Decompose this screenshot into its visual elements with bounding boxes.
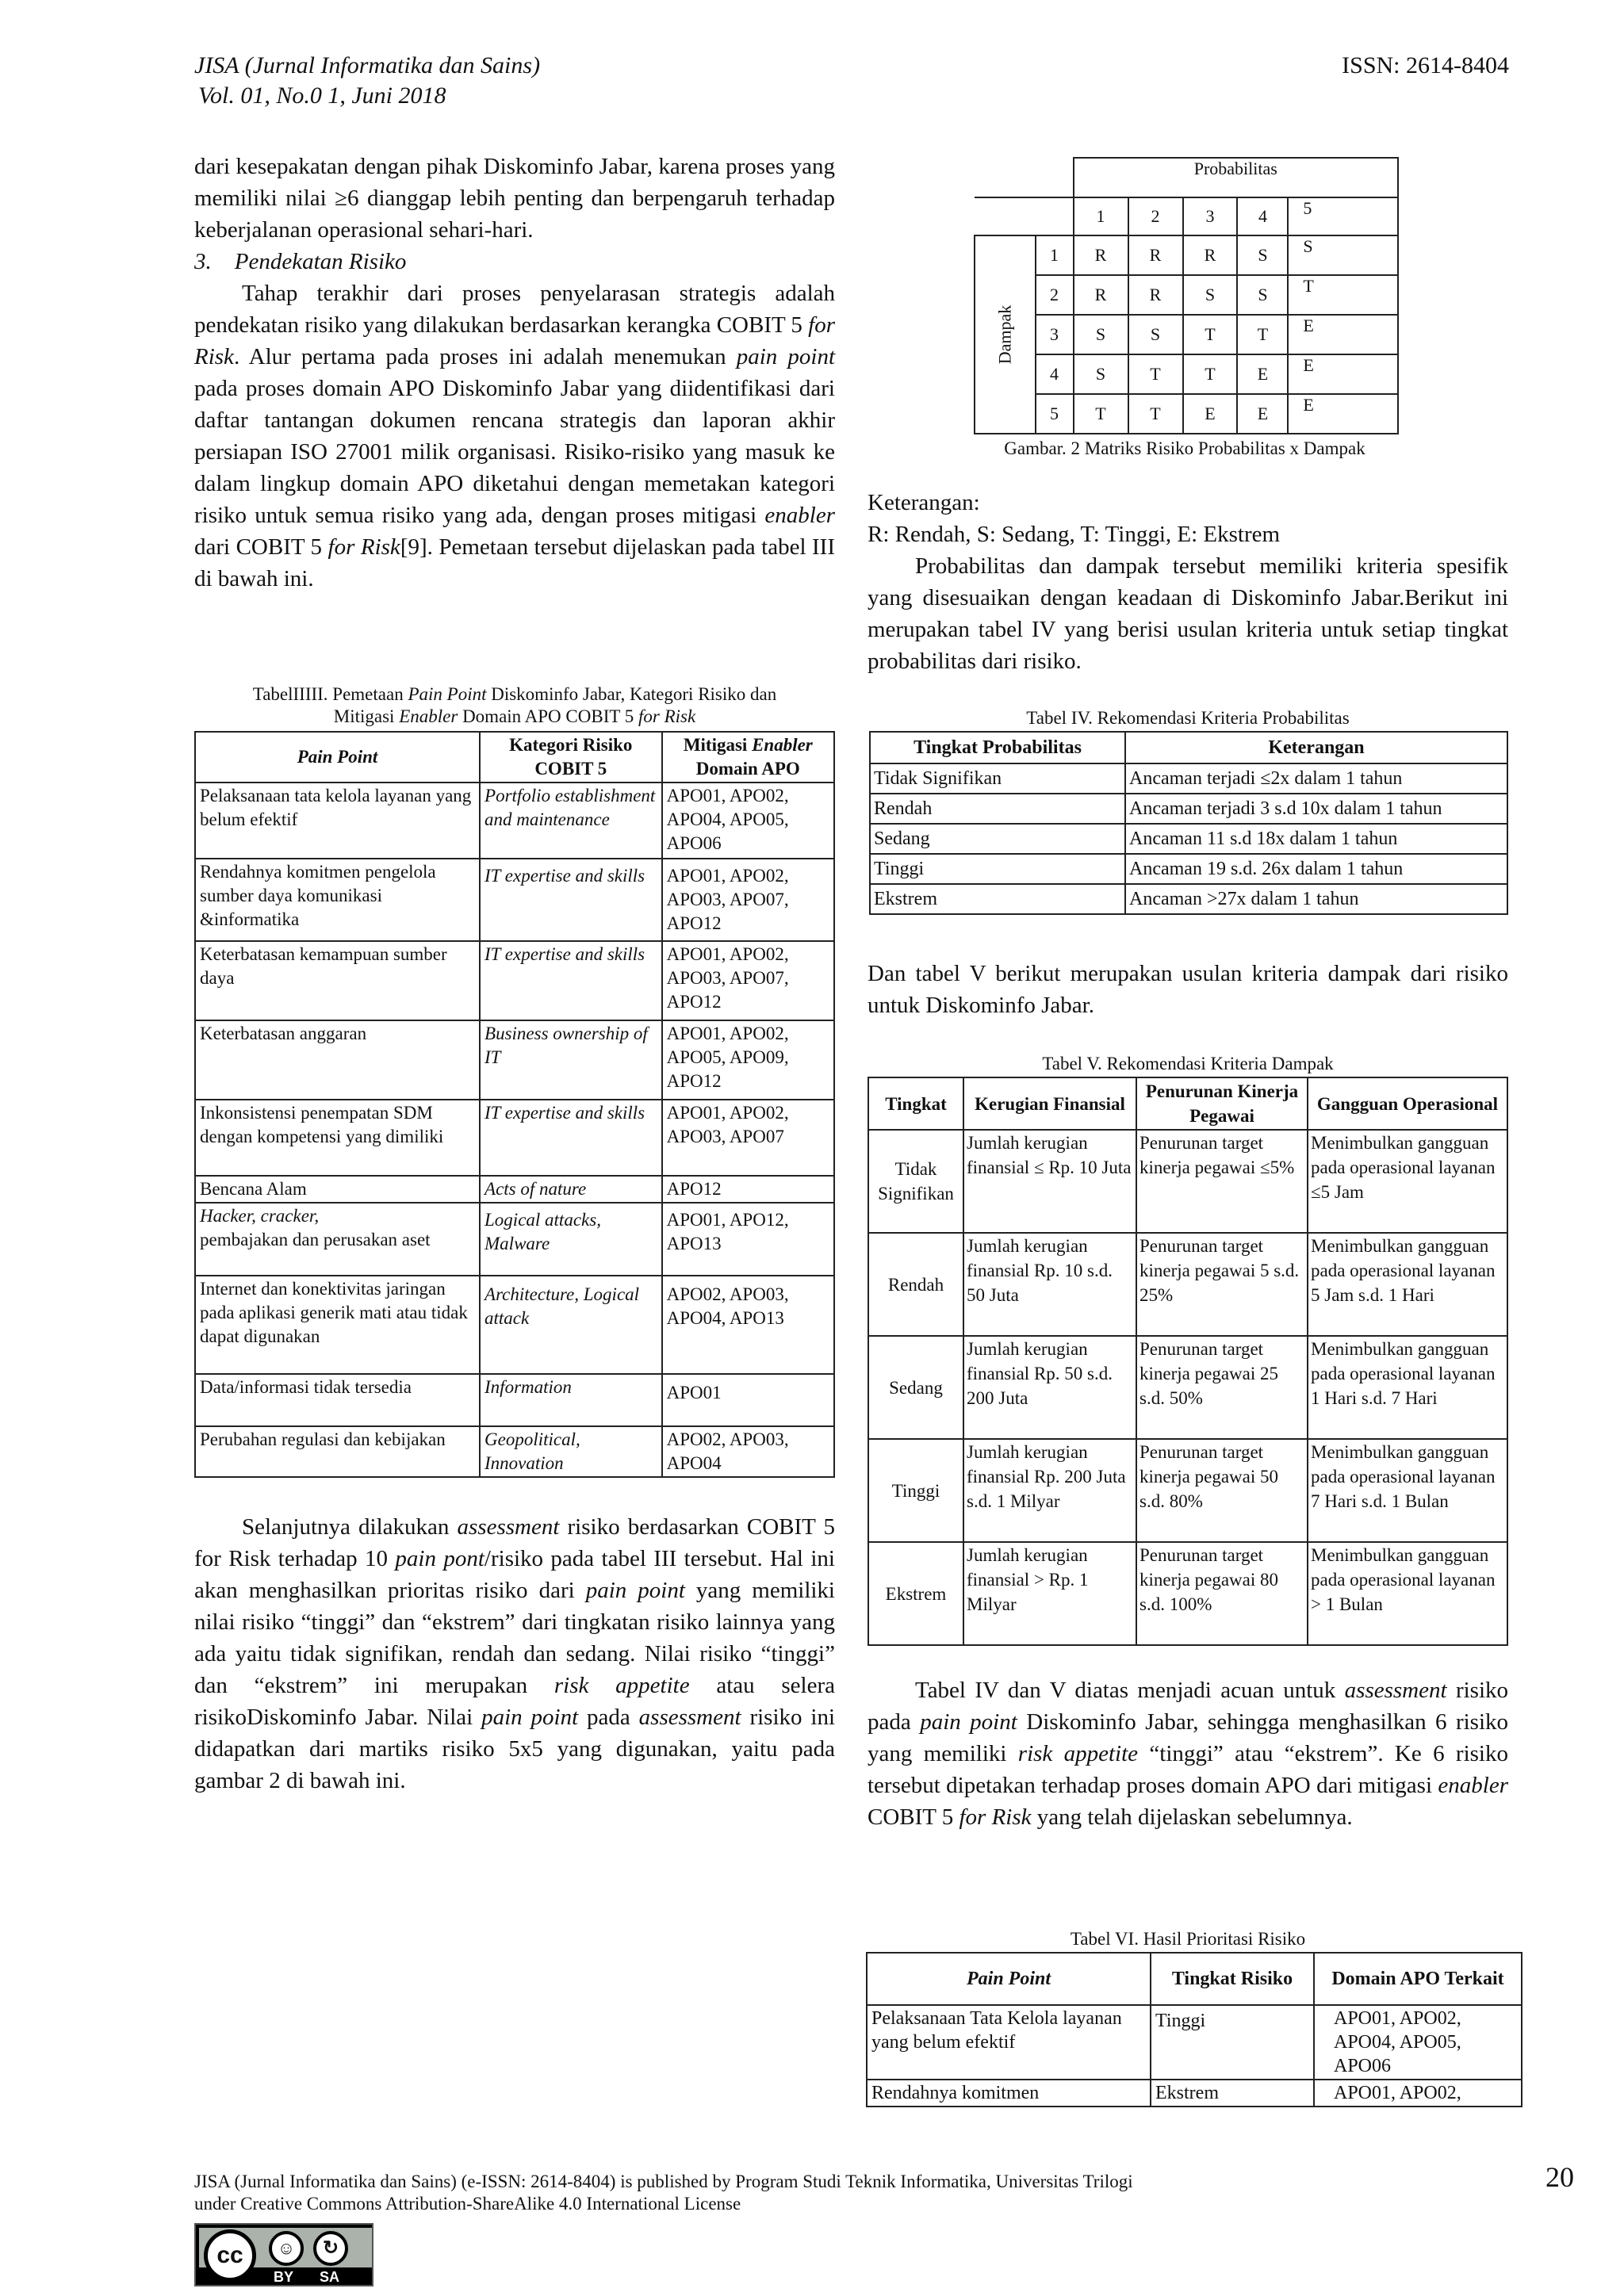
table3-caption: TabelIIIII. Pemetaan Pain Point Diskominfo Jabar, Kategori Risiko dan Mitigasi Enabler Domain APO COBIT 5 for Risk xyxy=(252,684,777,726)
table-row: Hacker, cracker, pembajakan dan perusakan aset Logical attacks, Malware APO01, APO12, APO13 xyxy=(195,1203,834,1276)
right-column-mid xyxy=(868,958,1508,1021)
journal-volume: Vol. 01, No.0 1, Juni 2018 xyxy=(198,82,446,109)
table4 xyxy=(869,731,1508,915)
journal-title: JISA (Jurnal Informatika dan Sains) xyxy=(194,52,541,78)
table-row: Rendah Jumlah kerugian finansial Rp. 10 s.d. 50 Juta Penurunan target kinerja pegawai 5 s.d. 25% Menimbulkan gangguan pada operasional layanan 5 Jam s.d. 1 Hari xyxy=(868,1233,1507,1336)
table-header-row: Tingkat Kerugian Finansial Penurunan Kinerja Pegawai Gangguan Operasional xyxy=(868,1077,1507,1130)
table3 xyxy=(194,731,835,1478)
matrix-caption: Gambar. 2 Matriks Risiko Probabilitas x Dampak xyxy=(1004,438,1365,458)
by-label: BY xyxy=(274,2269,294,2285)
footer-text: JISA (Jurnal Informatika dan Sains) (e-ISSN: 2614-8404) is published by Program Studi Teknik Informatika, Universitas Trilogi under Creative Commons Attribution-ShareAlike 4.0 International License xyxy=(194,2172,1133,2214)
right-column-bottom xyxy=(868,1674,1508,1833)
legend-title: Keterangan: xyxy=(868,490,980,515)
table-row: Sedang Ancaman 11 s.d 18x dalam 1 tahun xyxy=(870,824,1507,854)
table-row: Keterbatasan kemampuan sumber daya IT expertise and skills APO01, APO02, APO03, APO07, APO12 xyxy=(195,941,834,1020)
table-row: Data/informasi tidak tersedia Information APO01 xyxy=(195,1374,834,1426)
cc-icon: cc xyxy=(204,2229,256,2282)
table4-caption: Tabel IV. Rekomendasi Kriteria Probabilitas xyxy=(1026,708,1350,728)
table-row: Inkonsistensi penempatan SDM dengan kompetensi yang dimiliki IT expertise and skills APO01, APO02, APO03, APO07 xyxy=(195,1100,834,1176)
paragraph: Tahap terakhir dari proses penyelarasan strategis adalah pendekatan risiko yang dilakukan berdasarkan kerangka COBIT 5 for Risk. Alur pertama pada proses ini adalah menemukan pain point pada proses domain APO Diskominfo Jabar yang diidentifikasi dari daftar tantangan dokumen rencana strategis dan laporan akhir persiapan ISO 27001 milik organisasi. Risiko-risiko yang masuk ke dalam lingkup domain APO diketahui dengan memetakan kategori risiko untuk semua risiko yang ada, dengan proses mitigasi enabler dari COBIT 5 for Risk[9]. Pemetaan tersebut dijelaskan pada tabel III di bawah ini. xyxy=(194,281,836,591)
table-row: Rendah Ancaman terjadi 3 s.d 10x dalam 1 tahun xyxy=(870,794,1507,824)
table-row: Pelaksanaan tata kelola layanan yang belum efektif Portfolio establishment and maintenance APO01, APO02, APO04, APO05, APO06 xyxy=(195,783,834,859)
section-number: 3. xyxy=(194,249,212,274)
risk-matrix-figure xyxy=(974,157,1399,433)
table-row: Keterbatasan anggaran Business ownership of IT APO01, APO02, APO05, APO09, APO12 xyxy=(195,1020,834,1100)
table-row: Internet dan konektivitas jaringan pada aplikasi generik mati atau tidak dapat digunakan Architecture, Logical attack APO02, APO03, APO04, APO13 xyxy=(195,1276,834,1374)
paragraph: Dan tabel V berikut merupakan usulan kriteria dampak dari risiko untuk Diskominfo Jabar. xyxy=(868,961,1508,1018)
table-header-row: Pain Point Tingkat Risiko Domain APO Terkait xyxy=(867,1953,1522,2005)
table-row: Sedang Jumlah kerugian finansial Rp. 50 s.d. 200 Juta Penurunan target kinerja pegawai 25 s.d. 50% Menimbulkan gangguan pada operasional layanan 1 Hari s.d. 7 Hari xyxy=(868,1336,1507,1439)
table-row: Ekstrem Jumlah kerugian finansial > Rp. 1 Milyar Penurunan target kinerja pegawai 80 s.d. 100% Menimbulkan gangguan pada operasional layanan > 1 Bulan xyxy=(868,1542,1507,1645)
column-header: Pain Point xyxy=(195,732,480,783)
right-column-top xyxy=(868,487,1508,677)
table5-caption: Tabel V. Rekomendasi Kriteria Dampak xyxy=(1042,1054,1334,1073)
sa-label: SA xyxy=(320,2269,340,2285)
by-icon: ☺ xyxy=(269,2231,304,2266)
table-row: Tinggi Ancaman 19 s.d. 26x dalam 1 tahun xyxy=(870,854,1507,884)
paragraph: Selanjutnya dilakukan assessment risiko berdasarkan COBIT 5 for Risk terhadap 10 pain pont/risiko pada tabel III tersebut. Hal ini akan menghasilkan prioritas risiko dari pain point yang memiliki nilai risiko “tinggi” dan “ekstrem” dari tingkatan risiko lainnya yang ada yaitu tidak signifikan, rendah dan sedang. Nilai risiko “tinggi” dan “ekstrem” ini merupakan risk appetite atau selera risikoDiskominfo Jabar. Nilai pain point pada assessment risiko ini didapatkan dari martiks risiko 5x5 yang digunakan, yaitu pada gambar 2 di bawah ini. xyxy=(194,1514,836,1793)
table-row: Ekstrem Ancaman >27x dalam 1 tahun xyxy=(870,884,1507,914)
column-header: Mitigasi Enabler Domain APO xyxy=(662,732,834,783)
table-row: Rendahnya komitmen Ekstrem APO01, APO02, xyxy=(867,2080,1522,2107)
table5 xyxy=(868,1077,1508,1646)
left-column-bottom xyxy=(194,1511,835,1797)
table-header-row: Tingkat Probabilitas Keterangan xyxy=(870,732,1507,763)
table6 xyxy=(866,1952,1522,2107)
paragraph: Probabilitas dan dampak tersebut memiliki kriteria spesifik yang disesuaikan dengan keadaan di Diskominfo Jabar.Berikut ini merupakan tabel IV yang berisi usulan kriteria untuk setiap tingkat probabilitas dari risiko. xyxy=(868,553,1508,674)
page-number: 20 xyxy=(1545,2161,1574,2193)
issn: ISSN: 2614-8404 xyxy=(1342,52,1509,78)
cc-license-badge[interactable] xyxy=(194,2223,373,2286)
section-heading xyxy=(194,246,835,277)
section-title: Pendekatan Risiko xyxy=(234,249,407,274)
table-row: Rendahnya komitmen pengelola sumber daya komunikasi &informatika IT expertise and skills APO01, APO02, APO03, APO07, APO12 xyxy=(195,859,834,941)
legend: R: Rendah, S: Sedang, T: Tinggi, E: Ekstrem xyxy=(868,522,1281,547)
table-row: Perubahan regulasi dan kebijakan Geopolitical, Innovation APO02, APO03, APO04 xyxy=(195,1426,834,1477)
table6-caption: Tabel VI. Hasil Prioritasi Risiko xyxy=(1070,1929,1306,1949)
table-row: Pelaksanaan Tata Kelola layanan yang belum efektif Tinggi APO01, APO02, APO04, APO05, APO06 xyxy=(867,2005,1522,2080)
table-row: Tinggi Jumlah kerugian finansial Rp. 200 Juta s.d. 1 Milyar Penurunan target kinerja pegawai 50 s.d. 80% Menimbulkan gangguan pada operasional layanan 7 Hari s.d. 1 Bulan xyxy=(868,1439,1507,1542)
probability-label: Probabilitas xyxy=(1074,158,1398,197)
left-column-top xyxy=(194,151,835,595)
sa-icon: ↻ xyxy=(313,2231,348,2266)
impact-label: Dampak xyxy=(975,235,1036,434)
column-header: Kategori Risiko COBIT 5 xyxy=(480,732,662,783)
paragraph: Tabel IV dan V diatas menjadi acuan untuk assessment risiko pada pain point Diskominfo Jabar, sehingga menghasilkan 6 risiko yang memiliki risk appetite “tinggi” atau “ekstrem”. Ke 6 risiko tersebut dipetakan terhadap proses domain APO dari mitigasi enabler COBIT 5 for Risk yang telah dijelaskan sebelumnya. xyxy=(868,1678,1509,1830)
table-row: Tidak Signifikan Ancaman terjadi ≤2x dalam 1 tahun xyxy=(870,763,1507,794)
table-header-row xyxy=(195,732,834,783)
table-row: Bencana Alam Acts of nature APO12 xyxy=(195,1176,834,1203)
table-row: Tidak Signifikan Jumlah kerugian finansial ≤ Rp. 10 Juta Penurunan target kinerja pegawai ≤5% Menimbulkan gangguan pada operasional layanan ≤5 Jam xyxy=(868,1130,1507,1233)
risk-matrix: Probabilitas 1 2 3 4 5 Dampak 1 R R R S S 2 R R S S T 3 S S T T E 4 S T T E E 5 T T E E E xyxy=(974,157,1399,434)
paragraph: dari kesepakatan dengan pihak Diskominfo Jabar, karena proses yang memiliki nilai ≥6 dianggap lebih penting dan berpengaruh terhadap keberjalanan operasional sehari-hari. xyxy=(194,154,835,243)
